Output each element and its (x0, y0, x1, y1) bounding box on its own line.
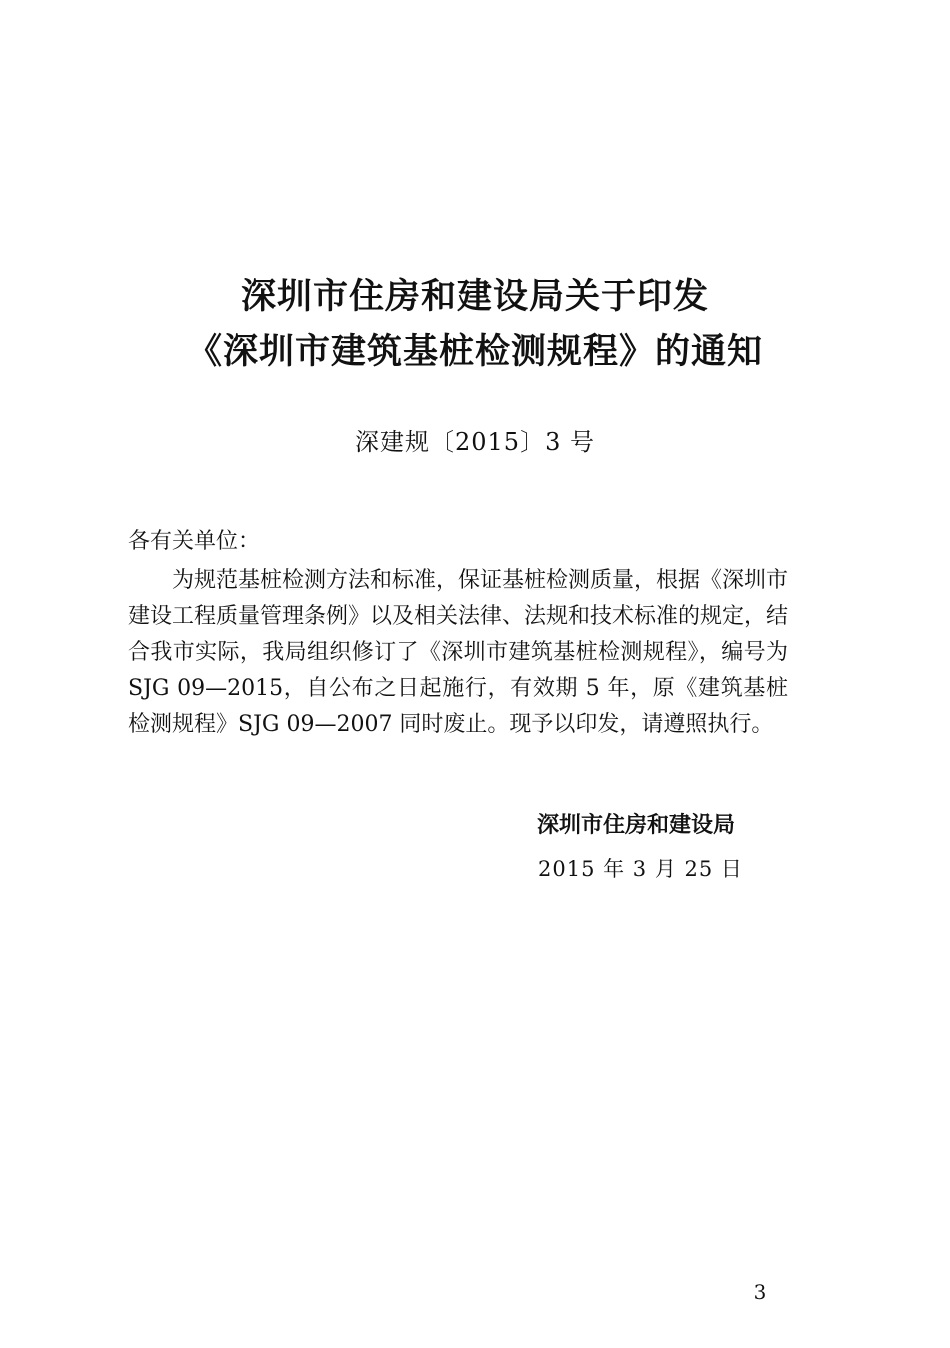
notice-title-line-1: 深圳市住房和建设局关于印发 (240, 277, 709, 317)
page-number: 3 (753, 1280, 767, 1304)
issuer-signature: 深圳市住房和建设局 (536, 813, 735, 838)
salutation: 各有关单位： (128, 529, 261, 554)
document-number: 深建规〔2015〕3 号 (355, 428, 595, 456)
notice-title-line-2: 《深圳市建筑基桩检测规程》的通知 (186, 332, 763, 372)
issue-date: 2015 年 3 月 25 日 (538, 857, 743, 881)
notice-body: 为规范基桩检测方法和标准，保证基桩检测质量，根据《深圳市建设工程质量管理条例》以及相关法律、法规和技术标准的规定，结合我市实际，我局组织修订了《深圳市建筑基桩检测规程》，编号为 SJG 09—2015，自公布之日起施行，有效期 5 年，原《建筑基桩检测规程》SJG 09—2007 同时废止。现予以印发，请遵照执行。 (128, 568, 789, 737)
